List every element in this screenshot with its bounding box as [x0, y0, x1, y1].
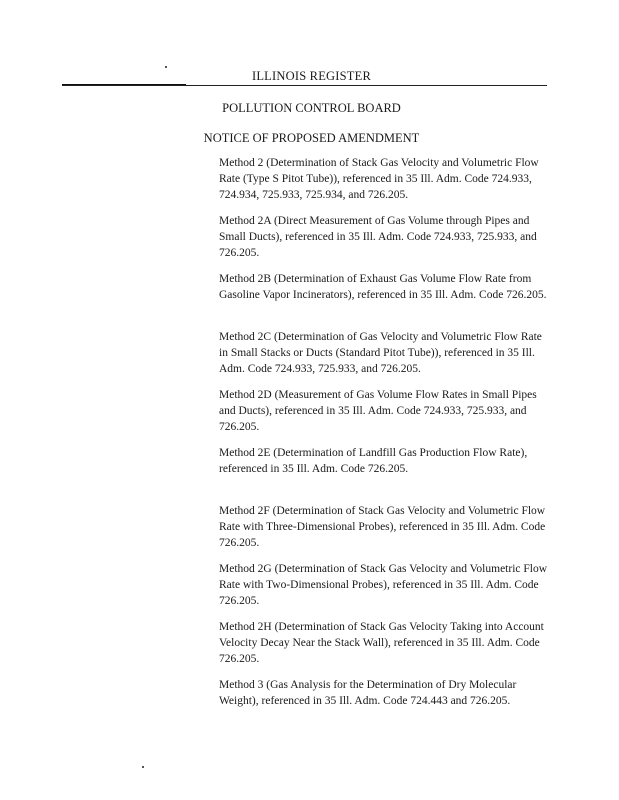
method-item: Method 2E (Determination of Landfill Gas Production Flow Rate), referenced in 35 Ill. Adm. Code 726.205.	[219, 447, 528, 476]
scan-speck	[142, 766, 144, 768]
board-name: POLLUTION CONTROL BOARD	[222, 101, 401, 115]
method-item: Method 2C (Determination of Gas Velocity and Volumetric Flow Rate in Small Stacks or Ducts (Standard Pitot Tube)), referenced in 35 Ill. Adm. Code 724.933, 725.933, and 726.205.	[219, 331, 542, 376]
method-item: Method 2D (Measurement of Gas Volume Flow Rates in Small Pipes and Ducts), referenced in 35 Ill. Adm. Code 724.933, 725.933, and 726.205.	[219, 389, 537, 434]
method-item: Method 2 (Determination of Stack Gas Velocity and Volumetric Flow Rate (Type S Pitot Tube)), referenced in 35 Ill. Adm. Code 724.933, 724.934, 725.933, 725.934, and 726.205.	[219, 157, 539, 202]
notice-title: NOTICE OF PROPOSED AMENDMENT	[203, 131, 420, 145]
method-item: Method 2A (Direct Measurement of Gas Volume through Pipes and Small Ducts), referenced in 35 Ill. Adm. Code 724.933, 725.933, and 726.205.	[219, 215, 537, 260]
method-item: Method 2H (Determination of Stack Gas Velocity Taking into Account Velocity Decay Near the Stack Wall), referenced in 35 Ill. Adm. Code 726.205.	[219, 621, 544, 666]
method-item: Method 2G (Determination of Stack Gas Velocity and Volumetric Flow Rate with Two-Dimensional Probes), referenced in 35 Ill. Adm. Code 726.205.	[219, 563, 548, 608]
scan-speck	[165, 66, 167, 68]
header-rule	[62, 85, 547, 86]
method-item: Method 3 (Gas Analysis for the Determination of Dry Molecular Weight), referenced in 35 Ill. Adm. Code 724.443 and 726.205.	[219, 679, 517, 708]
register-title: ILLINOIS REGISTER	[251, 69, 371, 83]
method-item: Method 2F (Determination of Stack Gas Velocity and Volumetric Flow Rate with Three-Dimensional Probes), referenced in 35 Ill. Adm. Code 726.205.	[219, 505, 546, 550]
method-list	[219, 155, 549, 735]
method-item: Method 2B (Determination of Exhaust Gas Volume Flow Rate from Gasoline Vapor Incinerators), referenced in 35 Ill. Adm. Code 726.205.	[219, 273, 547, 302]
